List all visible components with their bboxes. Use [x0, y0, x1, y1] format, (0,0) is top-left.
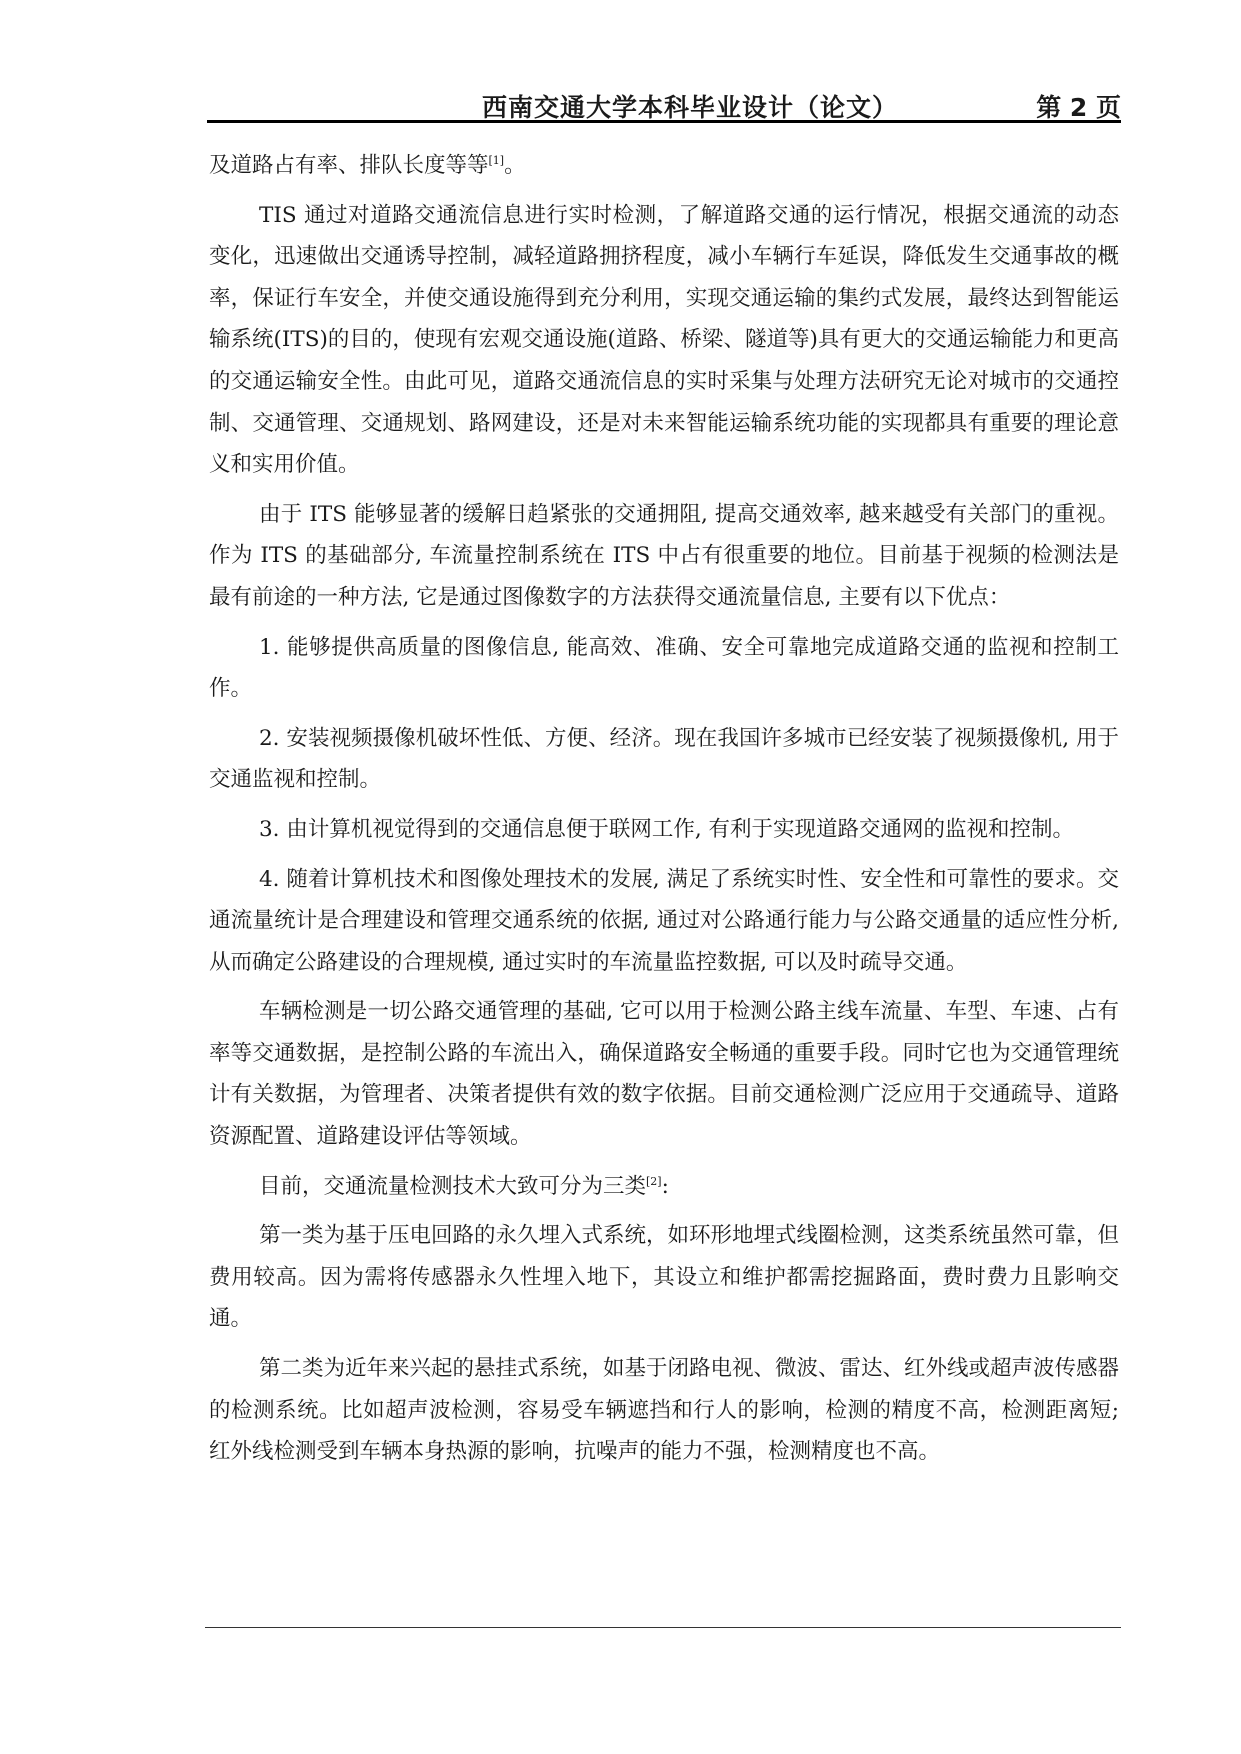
list-item-2: 2. 安装视频摄像机破坏性低、方便、经济。现在我国许多城市已经安装了视频摄像机, 用于交通监视和控制。	[209, 725, 1119, 793]
paragraph-6: 第一类为基于压电回路的永久埋入式系统，如环形地埋式线圈检测，这类系统虽然可靠，但费用较高。因为需将传感器永久性埋入地下，其设立和维护都需挖掘路面，费时费力且影响交通。	[209, 1223, 1120, 1332]
list-item-3: 3. 由计算机视觉得到的交通信息便于联网工作, 有利于实现道路交通网的监视和控制。	[259, 816, 1075, 842]
citation: [2]	[646, 1174, 662, 1188]
list-item-1: 1. 能够提供高质量的图像信息, 能高效、准确、安全可靠地完成道路交通的监视和控制工作。	[209, 634, 1119, 702]
list-item-4: 4. 随着计算机技术和图像处理技术的发展, 满足了系统实时性、安全性和可靠性的要求。交通流量统计是合理建设和管理交通系统的依据, 通过对公路通行能力与公路交通量的适应性分析, 从而确定公路建设的合理规模, 通过实时的车流量监控数据, 可以及时疏导交通。	[209, 866, 1119, 975]
document-body	[209, 145, 1119, 1481]
paragraph-3: 由于 ITS 能够显著的缓解日趋紧张的交通拥阻, 提高交通效率, 越来越受有关部门的重视。作为 ITS 的基础部分, 车流量控制系统在 ITS 中占有很重要的地位。目前基于视频的检测法是最有前途的一种方法, 它是通过图像数字的方法获得交通流量信息, 主要有以下优点：	[209, 501, 1119, 610]
paragraph-4: 车辆检测是一切公路交通管理的基础, 它可以用于检测公路主线车流量、车型、车速、占有率等交通数据，是控制公路的车流出入，确保道路安全畅通的重要手段。同时它也为交通管理统计有关数据，为管理者、决策者提供有效的数字依据。目前交通检测广泛应用于交通疏导、道路资源配置、道路建设评估等领域。	[209, 999, 1119, 1150]
paragraph-5	[209, 1166, 1119, 1208]
header-title: 西南交通大学本科毕业设计（论文）	[482, 93, 899, 122]
page-number: 第 2 页	[1036, 93, 1121, 122]
footer-rule	[205, 1627, 1121, 1628]
paragraph-1	[209, 145, 1119, 187]
header-rule	[207, 120, 1121, 123]
citation: [1]	[488, 154, 505, 167]
paragraph-text: 及道路占有率、排队长度等等	[209, 153, 489, 178]
paragraph-2: TIS 通过对道路交通流信息进行实时检测，了解道路交通的运行情况，根据交通流的动态变化，迅速做出交通诱导控制，减轻道路拥挤程度，减小车辆行车延误，降低发生交通事故的概率，保证行车安全，并使交通设施得到充分利用，实现交通运输的集约式发展，最终达到智能运输系统(ITS)的目的，使现有宏观交通设施(道路、桥梁、隧道等)具有更大的交通运输能力和更高的交通运输安全性。由此可见，道路交通流信息的实时采集与处理方法研究无论对城市的交通控制、交通管理、交通规划、路网建设，还是对未来智能运输系统功能的实现都具有重要的理论意义和实用价值。	[209, 202, 1119, 478]
paragraph-text: 目前，交通流量检测技术大致可分为三类	[259, 1173, 647, 1199]
paragraph-7: 第二类为近年来兴起的悬挂式系统，如基于闭路电视、微波、雷达、红外线或超声波传感器的检测系统。比如超声波检测，容易受车辆遮挡和行人的影响，检测的精度不高，检测距离短; 红外线检测受到车辆本身热源的影响，抗噪声的能力不强，检测精度也不高。	[209, 1356, 1120, 1465]
paragraph-tail: 。	[504, 153, 526, 178]
page-header	[207, 88, 1121, 124]
paragraph-tail: :	[661, 1173, 669, 1199]
